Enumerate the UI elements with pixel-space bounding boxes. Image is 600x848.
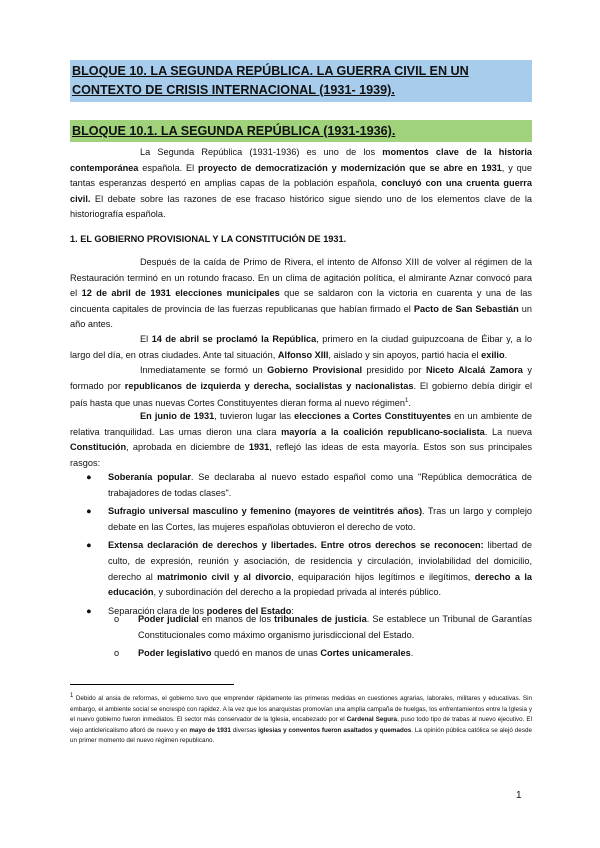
paragraph-provisional-government: Inmediatamente se formó un Gobierno Provisional presidido por Niceto Alcalá Zamora y formado por republicanos de izquierda y derecha, socialistas y nacionalistas. El gobierno debía dirigir el país hasta que unas nuevas Cortes Constituyentes dieran forma al nuevo régimen$^1$. <box>70 365 532 409</box>
paragraph-proclamation: El 14 de abril se proclamó la República, primero en la ciudad guipuzcoana de Éibar y, a lo largo del día, en otras ciudades. Ante tal situación, Alfonso XIII, aislado y sin apoyos, partió hacia el exilio. <box>70 334 532 360</box>
paragraph-elections: Después de la caída de Primo de Rivera, el intento de Alfonso XIII de volver al régimen de la Restauración terminó en un rotundo fracaso. En un clima de agitación política, el almirante Aznar convocó para el 12 de abril de 1931 elecciones municipales que se saldaron con la victoria en cuarenta y una de las cincuenta capitales de provincia de las fuerzas republicanas que habían firmado el Pacto de San Sebastián un año antes. <box>70 257 532 330</box>
section-heading: BLOQUE 10.1. LA SEGUNDA REPÚBLICA (1931-1936). <box>70 120 532 142</box>
paragraph-constitution: En junio de 1931, tuvieron lugar las elecciones a Cortes Constituyentes en un ambiente de relativa tranquilidad. Las urnas dieron una clara mayoría a la coalición republicano-socialista. La nueva Constitución, aprobada en diciembre de 1931, reflejó las ideas de esta mayoría. Estos son sus principales rasgos: <box>70 411 533 468</box>
main-heading: BLOQUE 10. LA SEGUNDA REPÚBLICA. LA GUERRA CIVIL EN UN CONTEXTO DE CRISIS INTERNACIONAL (1931- 1939). <box>70 60 532 102</box>
list-item: ● Soberanía popular. Se declaraba al nuevo estado español como una "República democrática de trabajadores de todas clases". <box>86 472 532 498</box>
sublist-item: o Poder judicial en manos de los tribunales de justicia. Se establece un Tribunal de Garantías Constitucionales como máximo organismo jurisdiccional del Estado. <box>114 614 533 640</box>
sublist-item: o Poder legislativo quedó en manos de unas Cortes unicamerales. <box>108 646 532 662</box>
list-item: ● Sufragio universal masculino y femenino (mayores de veintitrés años). Tras un largo y complejo debate en las Cortes, las mujeres españolas obtuvieron el derecho de voto. <box>86 506 532 532</box>
footnote-divider <box>70 684 234 685</box>
list-item: ● Separación clara de los poderes del Estado: <box>70 604 532 620</box>
list-item: ● Extensa declaración de derechos y libertades. Entre otros derechos se reconocen: libertad de culto, de expresión, reunión y asociación, de residencia y circulación, inviolabilidad del domicilio, derecho al matrimonio civil y al divorcio, equiparación hijos legítimos e ilegítimos, derecho a la educación, y subordinación del derecho a la propiedad privada al interés público. <box>86 540 532 598</box>
features-list <box>70 470 532 619</box>
bullet-icon: ● <box>86 605 92 616</box>
page-number: 1 <box>516 790 522 801</box>
sub-bullet-icon: o <box>114 648 120 659</box>
powers-list <box>108 612 532 662</box>
sub-bullet-icon: o <box>114 614 120 624</box>
bullet-icon: ● <box>86 506 92 517</box>
intro-paragraph: La Segunda República (1931-1936) es uno de los momentos clave de la historia contemporánea española. El proyecto de democratización y modernización que se abre en 1931, y que tantas esperanzas despertó en amplias capas de la población española, concluyó con una cruenta guerra civil. El debate sobre las razones de ese fracaso histórico sigue siendo uno de los elementos clave de la historiografía española. <box>70 147 532 220</box>
subheading: 1. EL GOBIERNO PROVISIONAL Y LA CONSTITUCIÓN DE 1931. <box>70 234 347 244</box>
footnote-number: 1 <box>70 693 74 699</box>
footnote-ref: 1 <box>405 398 409 405</box>
bullet-icon: ● <box>86 540 92 551</box>
footnote: $^1$ Debido al ansia de reformas, el gobierno tuvo que emprender rápidamente las primeras medidas en cuestiones agrarias, laborales, militares y educativas. Sin embargo, el ambiente social se encrespó con rapidez. A la vez que los anarquistas promovían una amplia campaña de huelgas, los enfrentamientos entre la Iglesia y el nuevo gobierno fueron inmediatos. El sector más conservador de la Iglesia, encabezado por el Cardenal Segura, puso todo tipo de trabas al nuevo ejecutivo. El viejo anticlericalismo afloró de nuevo y en mayo de 1931 diversas iglesias y conventos fueron asaltados y quemados. La opinión pública católica se alejó desde un primer momento del nuevo régimen republicano. <box>70 693 533 745</box>
bullet-icon: ● <box>86 472 92 482</box>
